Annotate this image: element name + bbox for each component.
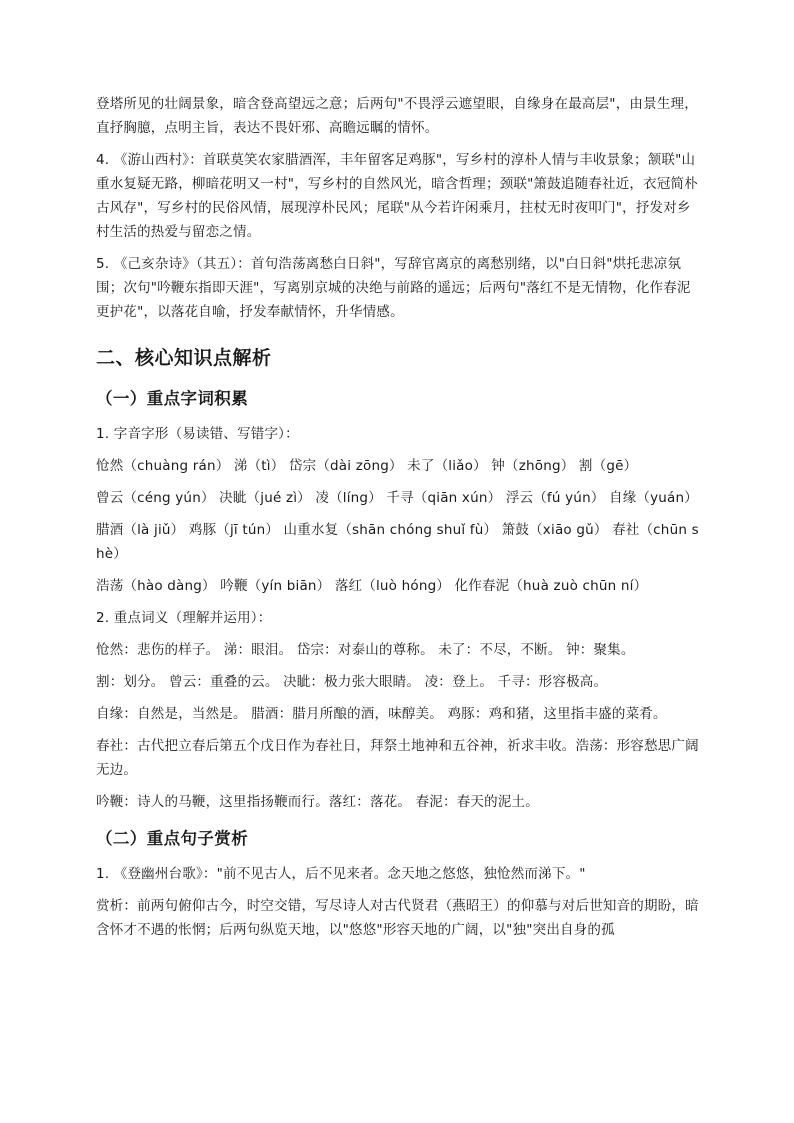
- paragraph: 赏析：前两句俯仰古今，时空交错，写尽诗人对古代贤君（燕昭王）的仰慕与对后世知音的期盼，暗含怀才不遇的怅惘；后两句纵览天地，以"悠悠"形容天地的广阔，以"独"突出自身的孤: [96, 898, 699, 938]
- paragraph: 登塔所见的壮阔景象，暗含登高望远之意；后两句"不畏浮云遮望眼，自缘身在最高层"，由景生理，直抒胸臆，点明主旨，表达不畏奸邪、高瞻远瞩的情怀。: [96, 96, 698, 136]
- subsection-heading: （二）重点句子赏析: [96, 829, 249, 848]
- document-page: [96, 92, 702, 950]
- paragraph: 曾云（céng yún） 决眦（jué zì） 凌（líng） 千寻（qiān xún） 浮云（fú yún） 自缘（yuán）: [96, 490, 698, 506]
- paragraph: 5. 《己亥杂诗》（其五）：首句浩荡离愁白日斜"，写辞官离京的离愁别绪，以"白日斜"烘托悲凉氛围；次句"吟鞭东指即天涯"，写离别京城的决绝与前路的遥远；后两句"落红不是无情物，化作春泥更护花"，以落花自喻，抒发奉献情怀，升华情感。: [96, 256, 691, 320]
- paragraph: 浩荡（hào dàng） 吟鞭（yín biān） 落红（luò hóng） 化作春泥（huà zuò chūn ní）: [96, 578, 648, 594]
- paragraph: 4. 《游山西村》：首联莫笑农家腊酒浑，丰年留客足鸡豚"，写乡村的淳朴人情与丰收景象；颔联"山重水复疑无路，柳暗花明又一村"，写乡村的自然风光，暗含哲理；颈联"箫鼓追随春社近，衣冠简朴古风存"，写乡村的民俗风情，展现淳朴民风；尾联"从今若许闲乘月，拄杖无时夜叩门"，抒发对乡村生活的热爱与留恋之情。: [96, 152, 698, 240]
- section-heading: 二、核心知识点解析: [96, 347, 272, 369]
- paragraph: 1. 《登幽州台歌》："前不见古人，后不见来者。念天地之悠悠，独怆然而涕下。": [96, 866, 586, 882]
- paragraph: 吟鞭：诗人的马鞭，这里指扬鞭而行。落红：落花。 春泥：春天的泥土。: [96, 794, 539, 810]
- paragraph: 1. 字音字形（易读错、写错字）：: [96, 426, 299, 442]
- subsection-heading: （一）重点字词积累: [96, 389, 249, 408]
- paragraph: 自缘：自然是，当然是。 腊酒：腊月所酿的酒，味醇美。 鸡豚：鸡和猪，这里指丰盛的菜肴。: [96, 706, 667, 722]
- paragraph: 2. 重点词义（理解并运用）：: [96, 610, 272, 626]
- paragraph: 怆然（chuàng rán） 涕（tì） 岱宗（dài zōng） 未了（liǎo） 钟（zhōng） 割（gē）: [96, 458, 638, 474]
- paragraph: 春社：古代把立春后第五个戊日作为春社日，拜祭土地神和五谷神，祈求丰收。浩荡：形容愁思广阔无边。: [96, 738, 699, 778]
- paragraph: 腊酒（là jiǔ） 鸡豚（jī tún） 山重水复（shān chóng shuǐ fù） 箫鼓（xiāo gǔ） 春社（chūn shè）: [96, 522, 699, 562]
- paragraph: 怆然：悲伤的样子。 涕：眼泪。 岱宗：对泰山的尊称。 未了：不尽，不断。 钟：聚集。: [96, 642, 635, 658]
- paragraph: 割：划分。 曾云：重叠的云。 决眦：极力张大眼睛。 凌：登上。 千寻：形容极高。: [96, 674, 608, 690]
